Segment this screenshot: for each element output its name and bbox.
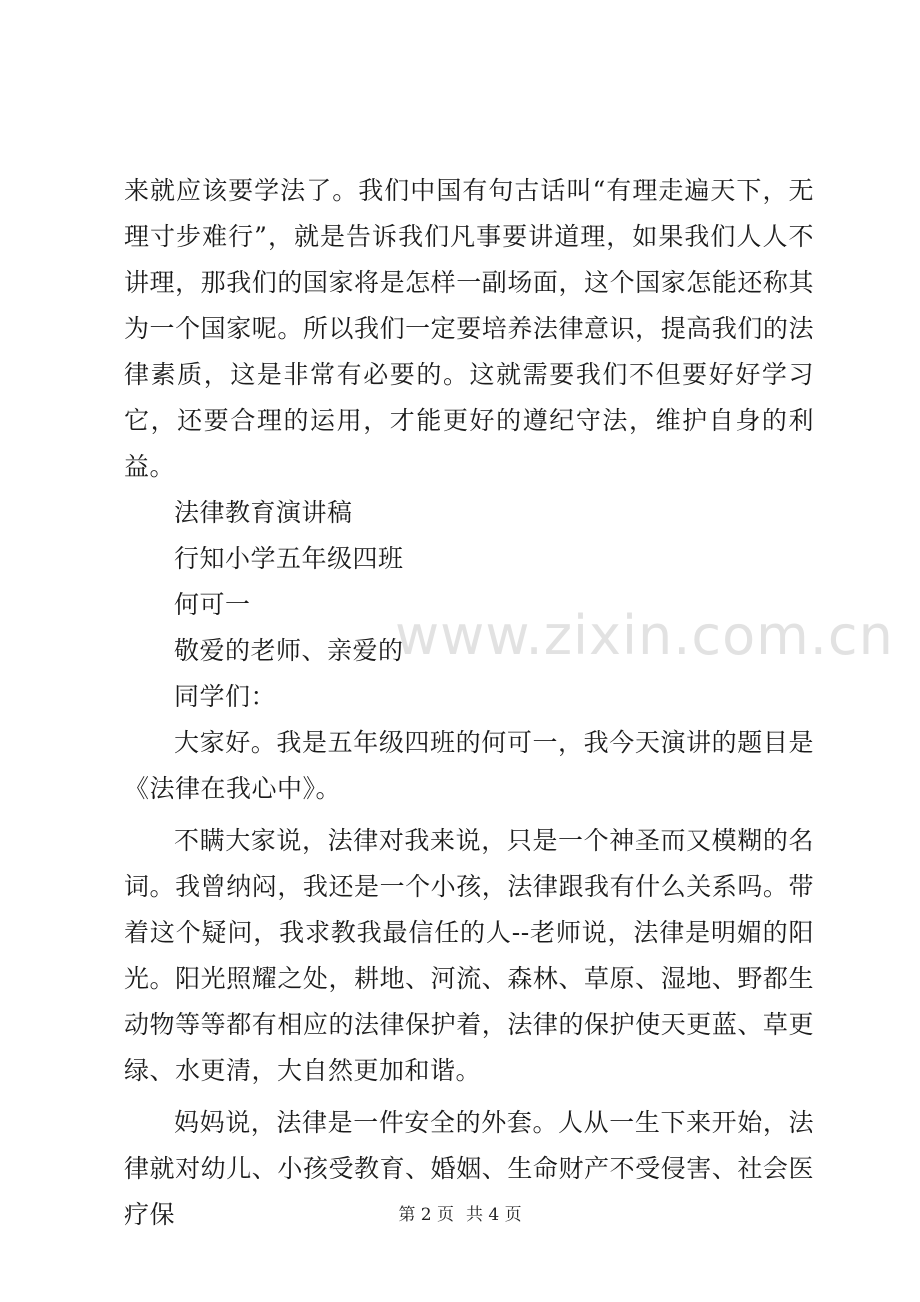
body-paragraph: 不瞒大家说，法律对我来说，只是一个神圣而又模糊的名词。我曾纳闷，我还是一个小孩，法律跟我有什么关系吗。带着这个疑问，我求教我最信任的人--老师说，法律是明媚的阳光。阳光照耀之处，耕地、河流、森林、草原、湿地、野都生动物等等都有相应的法律保护着，法律的保护使天更蓝、草更绿、水更清，大自然更加和谐。 bbox=[124, 826, 814, 1085]
page-footer bbox=[0, 1200, 920, 1225]
speech-title: 法律教育演讲稿 bbox=[174, 498, 353, 527]
document-body bbox=[124, 168, 814, 1238]
salutation-line: 敬爱的老师、亲爱的 bbox=[174, 636, 404, 665]
body-paragraph: 来就应该要学法了。我们中国有句古话叫“有理走遍天下，无理寸步难行”，就是告诉我们凡事要讲道理，如果我们人人不讲理，那我们的国家将是怎样一副场面，这个国家怎能还称其为一个国家呢。所以我们一定要培养法律意识，提高我们的法律素质，这是非常有必要的。这就需要我们不但要好好学习它，还要合理的运用，才能更好的遵纪守法，维护自身的利益。 bbox=[124, 176, 814, 481]
body-paragraph: 大家好。我是五年级四班的何可一，我今天演讲的题目是《法律在我心中》。 bbox=[124, 728, 814, 803]
page-number: 第 2 页 bbox=[398, 1205, 454, 1225]
body-paragraph: 妈妈说，法律是一件安全的外套。人从一生下来开始，法律就对幼儿、小孩受教育、婚姻、生命财产不受侵害、社会医疗保 bbox=[124, 1108, 814, 1229]
watermark: www.zixin.com.cn bbox=[395, 604, 894, 667]
page-total: 共 4 页 bbox=[466, 1205, 522, 1225]
author-name: 何可一 bbox=[174, 590, 251, 619]
author-class: 行知小学五年级四班 bbox=[174, 544, 404, 573]
salutation-line-2: 同学们： bbox=[174, 682, 277, 711]
